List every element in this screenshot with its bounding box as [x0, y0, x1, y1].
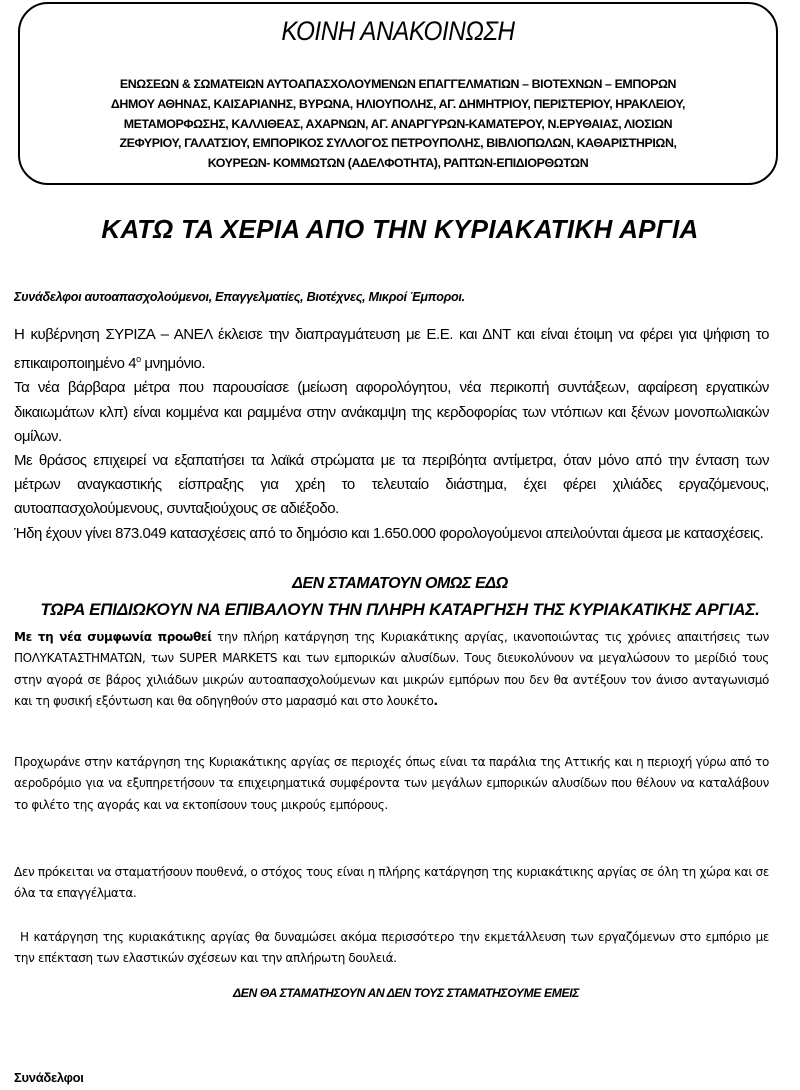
closing-slogan: ΔΕΝ ΘΑ ΣΤΑΜΑΤΗΣΟΥΝ ΑΝ ΔΕΝ ΤΟΥΣ ΣΤΑΜΑΤΗΣΟΥΜΕ ΕΜΕΙΣ	[233, 986, 579, 1000]
unions-list	[20, 75, 776, 174]
paragraph-text: την πλήρη κατάργηση της Κυριακάτικης αργίας, ικανοποιώντας τις χρόνιες απαιτήσεις των ΠΟΛΥΚΑΤΑΣΤΗΜΑΤΩΝ, των SUPER MARKETS και των εμπορικών αλυσίδων. Τους διευκολύνουν να μεγαλώσουν το μερίδιό τους στην αγορά σε βάρος χιλιάδων μικρών αυτοαπασχολούμενων και μικρών εμπόρων που δεν θα αντέξουν τον άνισο ανταγωνισμό και τη φυσική εξόντωση και θα οδηγηθούν στο μαρασμό και στο λουκέτο	[14, 630, 770, 709]
unions-line: ΚΟΥΡΕΩΝ- ΚΟΜΜΩΤΩΝ (ΑΔΕΛΦΟΤΗΤΑ), ΡΑΠΤΩΝ-ΕΠΙΔΙΟΡΘΩΤΩΝ	[207, 156, 589, 171]
paragraph: Δεν πρόκειται να σταματήσουν πουθενά, ο στόχος τους είναι η πλήρης κατάργηση της κυριακάτικης αργίας σε όλη τη χώρα και σε όλα τα επαγγέλματα.	[14, 865, 769, 901]
body-paragraph	[14, 927, 769, 970]
paragraph	[14, 323, 769, 376]
unions-line: ΔΗΜΟΥ ΑΘΗΝΑΣ, ΚΑΙΣΑΡΙΑΝΗΣ, ΒΥΡΩΝΑ, ΗΛΙΟΥΠΟΛΗΣ, ΑΓ. ΔΗΜΗΤΡΙΟΥ, ΠΕΡΙΣΤΕΡΙΟΥ, ΗΡΑΚΛΕΙΟΥ,	[110, 96, 686, 111]
paragraph: Τα νέα βάρβαρα μέτρα που παρουσίασε (μείωση αφορολόγητου, νέα περικοπή συντάξεων, αφαίρεση εργατικών δικαιωμάτων κλπ) είναι κομμένα και ραμμένα στην ανάκαμψη της κερδοφορίας των ντόπιων και ξένων μονοπωλιακών ομίλων.	[14, 379, 769, 445]
main-headline: ΚΑΤΩ ΤΑ ΧΕΡΙΑ ΑΠΟ ΤΗΝ ΚΥΡΙΑΚΑΤΙΚΗ ΑΡΓΙΑ	[101, 214, 699, 244]
body-paragraph	[14, 627, 769, 713]
paragraph	[14, 627, 769, 713]
subheading: ΤΩΡΑ ΕΠΙΔΙΩΚΟΥΝ ΝΑ ΕΠΙΒΑΛΟΥΝ ΤΗΝ ΠΛΗΡΗ ΚΑΤΑΡΓΗΣΗ ΤΗΣ ΚΥΡΙΑΚΑΤΙΚΗΣ ΑΡΓΙΑΣ.	[40, 600, 760, 619]
subheading: ΔΕΝ ΣΤΑΜΑΤΟΥΝ ΟΜΩΣ ΕΔΩ	[292, 575, 508, 592]
body-paragraph	[14, 752, 769, 816]
paragraph: Ήδη έχουν γίνει 873.049 κατασχέσεις από το δημόσιο και 1.650.000 φορολογούμενοι απειλούνται άμεσα με κατασχέσεις.	[14, 524, 764, 542]
paragraph: Προχωράνε στην κατάργηση της Κυριακάτικης αργίας σε περιοχές όπως είναι τα παράλια της Αττικής και η περιοχή γύρω από το αεροδρόμιο για να εξυπηρετήσουν τα επιχειρηματικά συμφέροντα των μεγάλων εμπορικών αλυσίδων που θέλουν να καταλάβουν το φιλέτο της αγοράς και να εκτοπίσουν τους μικρούς εμπόρους.	[14, 755, 769, 812]
unions-line: ΕΝΩΣΕΩΝ & ΣΩΜΑΤΕΙΩΝ ΑΥΤΟΑΠΑΣΧΟΛΟΥΜΕΝΩΝ ΕΠΑΓΓΕΛΜΑΤΙΩΝ – ΒΙΟΤΕΧΝΩΝ – ΕΜΠΟΡΩΝ	[119, 77, 677, 91]
paragraph: Με θράσος επιχειρεί να εξαπατήσει τα λαϊκά στρώματα με τα περιβόητα αντίμετρα, όταν μόνο από την ένταση των μέτρων αναγκαστικής είσπραξης για χρέη το τελευταίο διάστημα, έχει φέρει χιλιάδες εργαζόμενους, αυτοαπασχολούμενους, συνταξιούχους σε αδιέξοδο.	[14, 452, 769, 518]
header-box	[18, 2, 778, 185]
paragraph: Η κατάργηση της κυριακάτικης αργίας θα δυναμώσει ακόμα περισσότερο την εκμετάλλευση των εργαζόμενων στο εμπόριο με την επέκταση των ελαστικών σχέσεων και την απλήρωτη δουλειά.	[14, 930, 769, 966]
unions-line: ΜΕΤΑΜΟΡΦΩΣΗΣ, ΚΑΛΛΙΘΕΑΣ, ΑΧΑΡΝΩΝ, ΑΓ. ΑΝΑΡΓΥΡΩΝ-ΚΑΜΑΤΕΡΟΥ, Ν.ΕΡΥΘΑΙΑΣ, ΛΙΟΣΙΩΝ	[123, 116, 673, 131]
paragraph-text: μνημόνιο.	[140, 355, 206, 373]
unions-line: ΖΕΦΥΡΙΟΥ, ΓΑΛΑΤΣΙΟΥ, ΕΜΠΟΡΙΚΟΣ ΣΥΛΛΟΓΟΣ ΠΕΤΡΟΥΠΟΛΗΣ, ΒΙΒΛΙΟΠΩΛΩΝ, ΚΑΘΑΡΙΣΤΗΡΙΩΝ,	[119, 136, 677, 151]
document-title: ΚΟΙΝΗ ΑΝΑΚΟΙΝΩΣΗ	[281, 16, 515, 46]
intro-section	[14, 323, 769, 546]
sign-off: Συνάδελφοι	[14, 1070, 84, 1085]
body-paragraph	[14, 862, 769, 905]
paragraph-text: Η κυβέρνηση ΣΥΡΙΖΑ – ΑΝΕΛ έκλεισε την διαπραγμάτευση με Ε.Ε. και ΔΝΤ και είναι έτοιμη να φέρει για ψήφιση το επικαιροποιημένο 4	[14, 326, 769, 373]
salutation: Συνάδελφοι αυτοαπασχολούμενοι, Επαγγελματίες, Βιοτέχνες, Μικροί Έμποροι.	[14, 290, 465, 304]
bold-lead: Με τη νέα συμφωνία προωθεί	[14, 630, 212, 644]
superscript: ο	[136, 354, 141, 365]
paragraph-end: .	[433, 694, 438, 709]
